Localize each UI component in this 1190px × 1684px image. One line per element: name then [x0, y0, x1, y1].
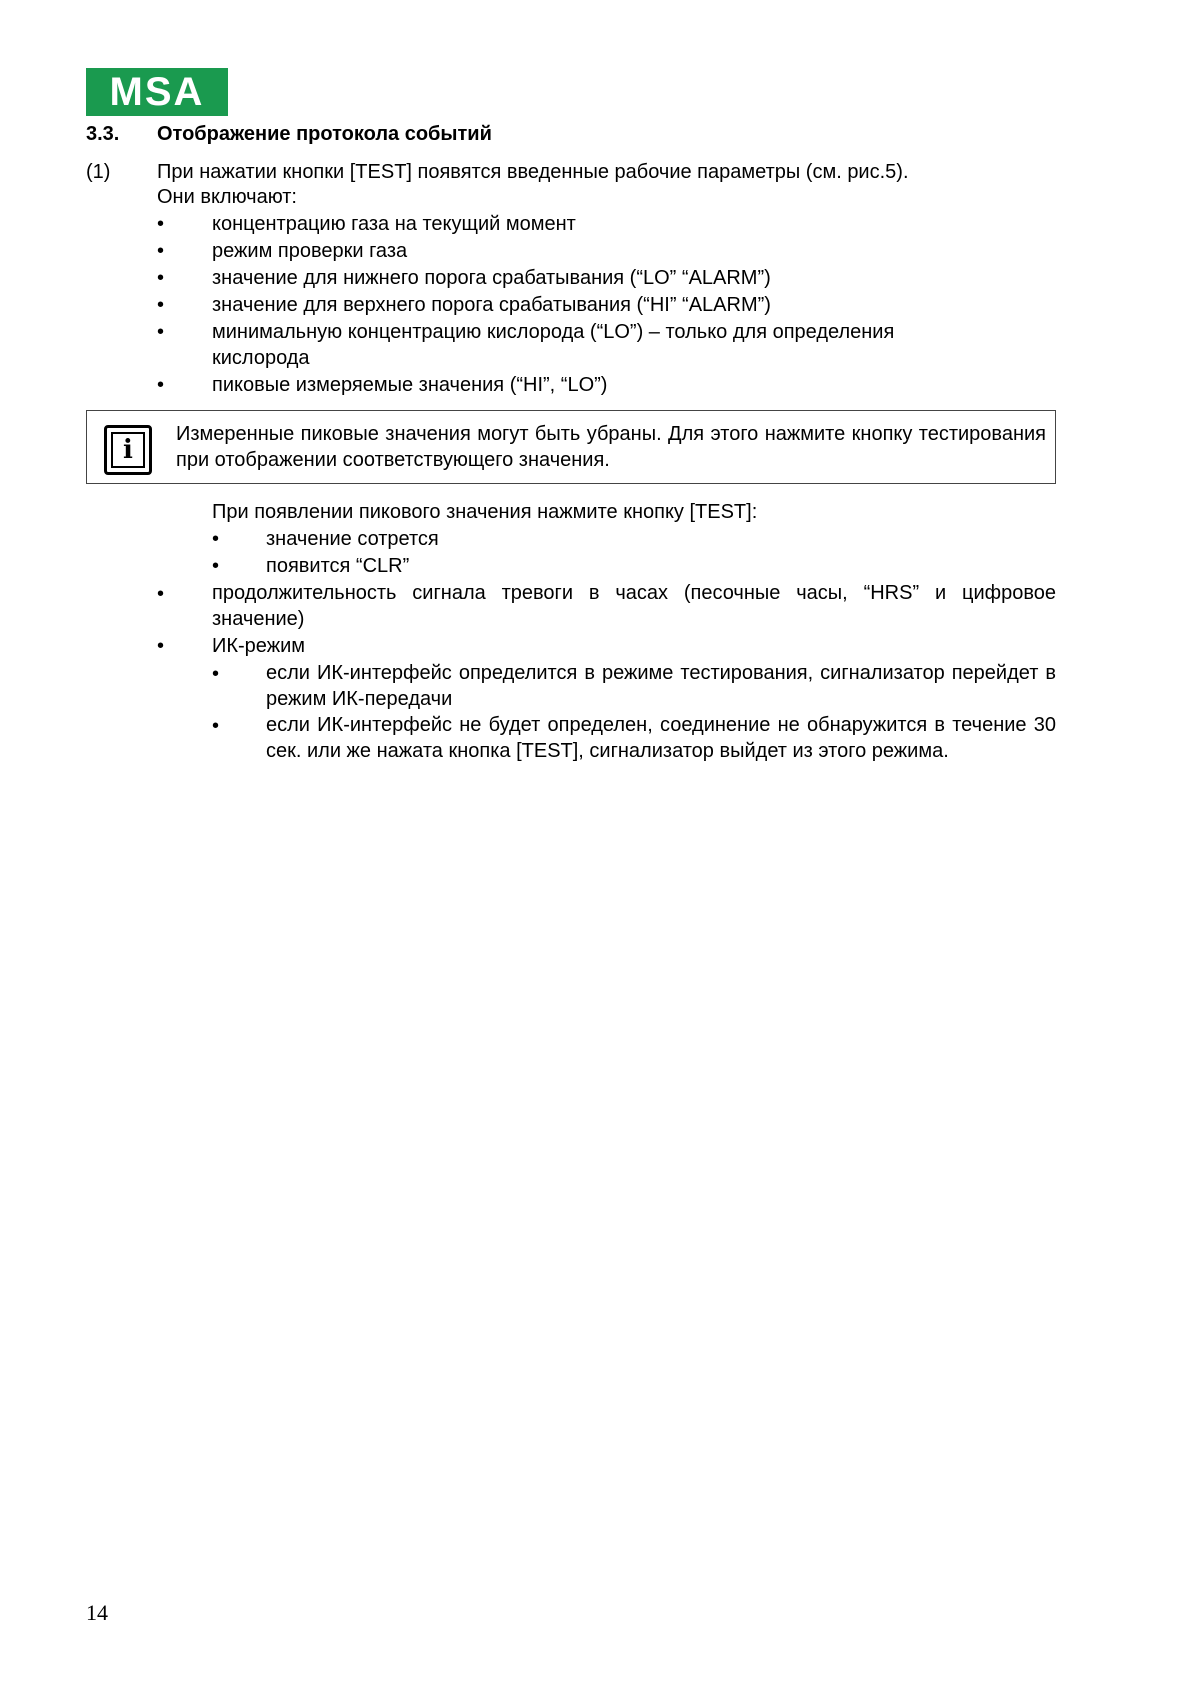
bullet-icon: •: [212, 528, 220, 550]
bullet-icon: •: [212, 663, 220, 685]
bullet-icon: •: [157, 213, 165, 235]
list-item: появится “CLR”: [266, 555, 410, 577]
list-item-continuation: кислорода: [212, 347, 310, 369]
info-icon: i: [104, 425, 152, 475]
peak-intro: При появлении пикового значения нажмите кнопку [TEST]:: [212, 501, 758, 523]
item-line-2: Они включают:: [157, 186, 297, 208]
list-item: если ИК-интерфейс не будет определен, соединение не обнаружится в течение 30 сек. или же нажата кнопка [TEST], сигнализатор выйдет из этого режима.: [266, 714, 1056, 762]
list-item: концентрацию газа на текущий момент: [212, 213, 576, 235]
logo-text: MSA: [109, 70, 205, 114]
list-item: значение для верхнего порога срабатывания (“HI” “ALARM”): [212, 294, 771, 316]
list-item: пиковые измеряемые значения (“HI”, “LO”): [212, 374, 608, 396]
list-item: минимальную концентрацию кислорода (“LO”) – только для определения: [212, 321, 895, 343]
list-item: продолжительность сигнала тревоги в часах (песочные часы, “HRS” и цифровое значение): [212, 582, 1056, 630]
section-title: Отображение протокола событий: [157, 123, 492, 145]
list-item: значение сотрется: [266, 528, 439, 550]
note-text: Измеренные пиковые значения могут быть убраны. Для этого нажмите кнопку тестирования при отображении соответствующего значения.: [176, 423, 1046, 471]
bullet-icon: •: [157, 267, 165, 289]
list-item: ИК-режим: [212, 635, 306, 657]
list-item: если ИК-интерфейс определится в режиме тестирования, сигнализатор перейдет в режим ИК-передачи: [266, 662, 1056, 710]
bullet-icon: •: [157, 321, 165, 343]
list-item: режим проверки газа: [212, 240, 408, 262]
bullet-icon: •: [157, 583, 165, 605]
msa-logo: [86, 68, 228, 116]
item-label: (1): [86, 161, 111, 183]
page-number: 14: [86, 1600, 108, 1625]
bullet-icon: •: [157, 374, 165, 396]
bullet-icon: •: [212, 715, 220, 737]
bullet-icon: •: [157, 240, 165, 262]
bullet-icon: •: [157, 635, 165, 657]
section-number: 3.3.: [86, 123, 120, 145]
bullet-icon: •: [212, 555, 220, 577]
bullet-icon: •: [157, 294, 165, 316]
item-line-1: При нажатии кнопки [TEST] появятся введенные рабочие параметры (см. рис.5).: [157, 161, 909, 183]
list-item: значение для нижнего порога срабатывания (“LO” “ALARM”): [212, 267, 771, 289]
